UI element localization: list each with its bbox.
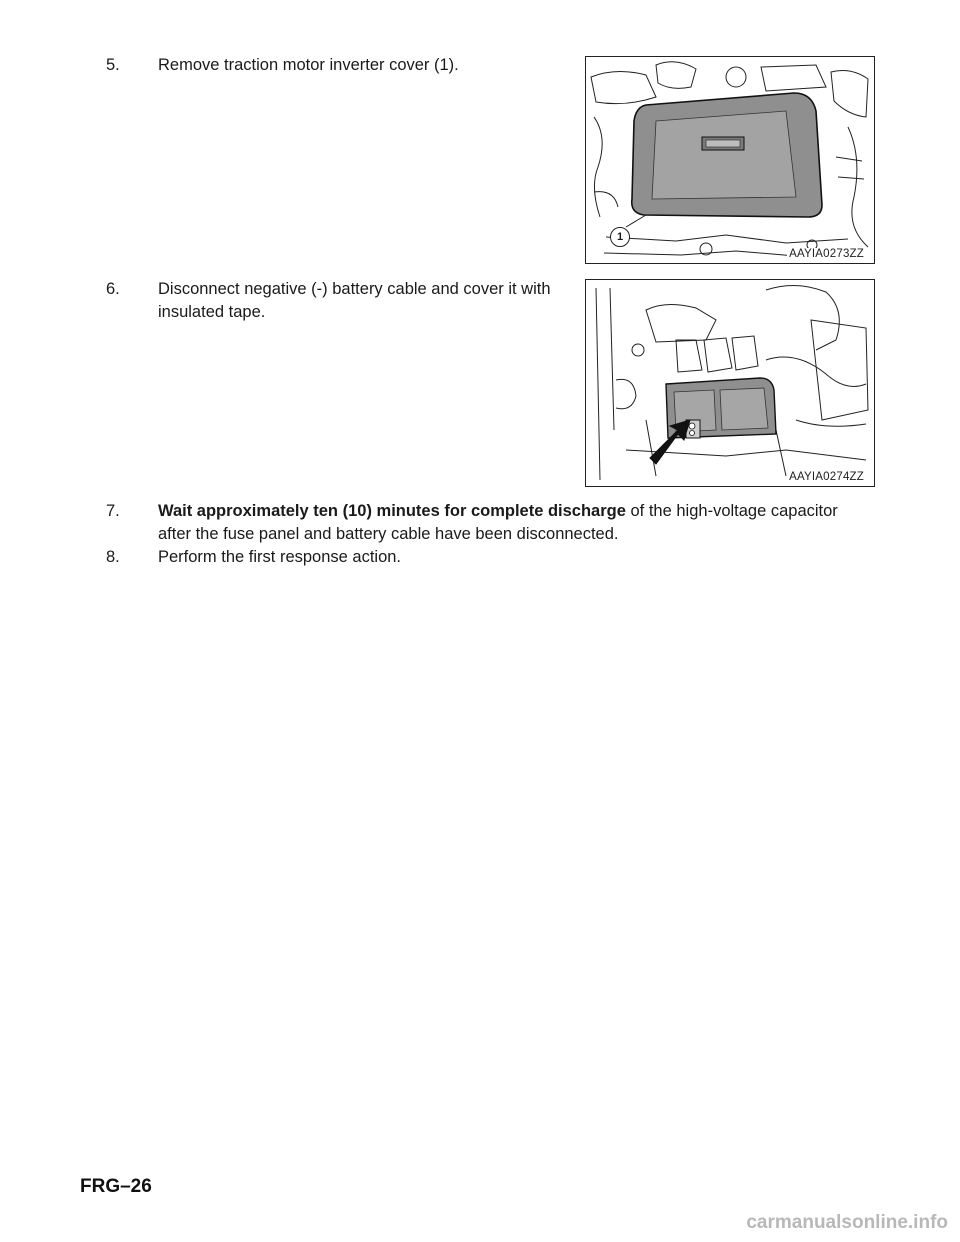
- step-text-line: after the fuse panel and battery cable have been disconnected.: [158, 525, 619, 543]
- page-label: FRG–26: [80, 1176, 152, 1197]
- battery-cable-illustration: [585, 279, 875, 487]
- figure-code: AAYIA0273ZZ: [789, 248, 864, 260]
- step-text-line: [158, 500, 838, 523]
- emphasis-text: Wait approximately ten (10) minutes for complete discharge: [158, 502, 626, 520]
- step-number: 7.: [106, 502, 120, 520]
- step-number: 8.: [106, 548, 120, 566]
- step-text-line: insulated tape.: [158, 303, 266, 321]
- inverter-cover-illustration: [585, 56, 875, 264]
- step-text: Perform the first response action.: [158, 548, 402, 566]
- step-text: [158, 500, 838, 546]
- step-text: Remove traction motor inverter cover (1).: [158, 56, 459, 74]
- battery-drawing: [586, 280, 874, 486]
- step-text: [158, 278, 551, 324]
- callout-1: 1: [610, 227, 630, 247]
- step-text-line: Disconnect negative (-) battery cable and cover it with: [158, 280, 551, 298]
- step-text-rest: of the high-voltage capacitor: [625, 502, 838, 520]
- step-number: 5.: [106, 56, 120, 74]
- watermark: carmanualsonline.info: [746, 1212, 948, 1233]
- figure-code: AAYIA0274ZZ: [789, 471, 864, 483]
- step-number: 6.: [106, 280, 120, 298]
